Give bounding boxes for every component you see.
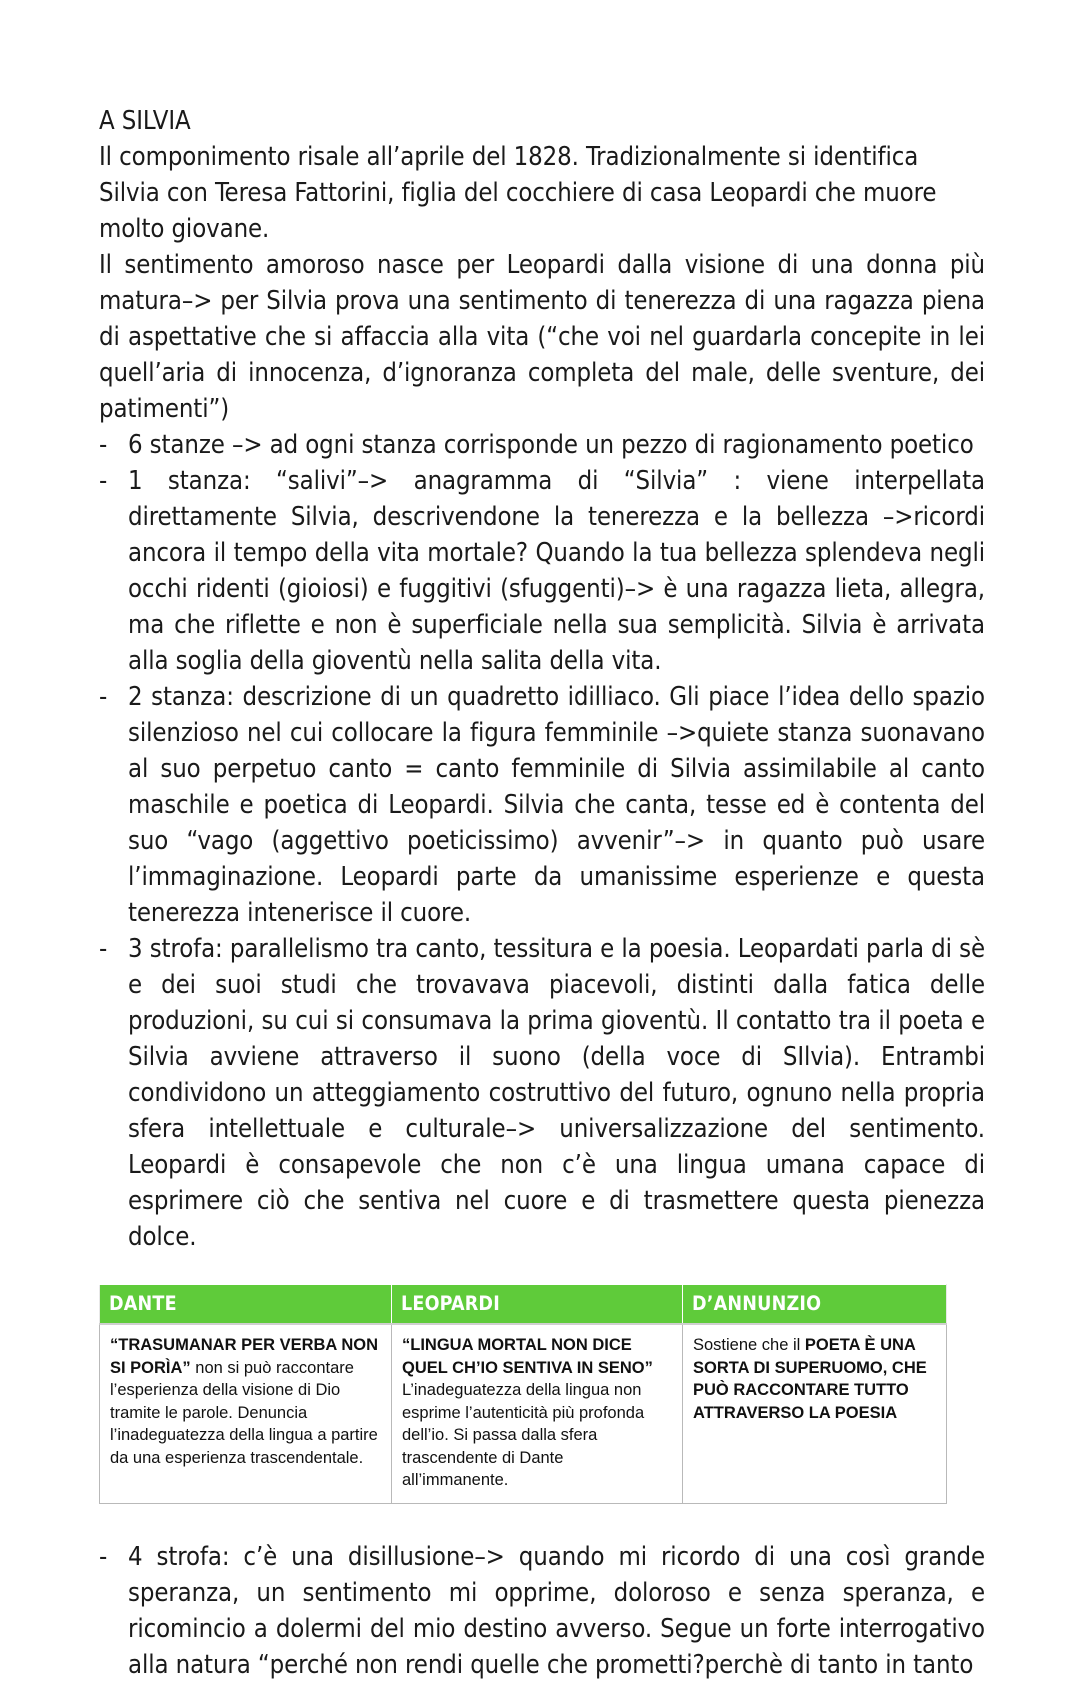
bullet-dash-icon: -: [99, 1541, 108, 1572]
cell-leopardi-bold-lead: “LINGUA MORTAL NON DICE QUEL CH’IO SENTIVA IN SENO”: [402, 1336, 653, 1377]
comparison-table-wrapper: [99, 1284, 985, 1504]
column-header-dante: DANTE: [100, 1285, 392, 1325]
list-item-text: 6 stanze –> ad ogni stanza corrisponde un pezzo di ragionamento poetico: [128, 430, 974, 460]
list-item: [99, 427, 985, 463]
cell-dannunzio-plain-lead: Sostiene che il: [693, 1336, 805, 1354]
page-title: A SILVIA: [99, 106, 191, 136]
cell-dannunzio: [683, 1324, 947, 1503]
bullet-dash-icon: -: [99, 430, 108, 460]
cell-leopardi-text: L’inadeguatezza della lingua non esprime l’autenticità più profonda dell’io. Si passa dalla sfera trascendente di Dante all’immanente.: [402, 1381, 645, 1489]
list-item-text: 2 stanza: descrizione di un quadretto idilliaco. Gli piace l’idea dello spazio silenzioso nel cui collocare la figura femminile –>quiete stanza suonavano al suo perpetuo canto = canto femminile di Silvia assimilabile al canto maschile e poetica di Leopardi. Silvia che canta, tesse ed è contenta del suo “vago (aggettivo poeticissimo) avvenir”–> in quanto può usare l’immaginazione. Leopardi parte da umanissime esperienze e questa tenerezza intenerisce il cuore.: [128, 682, 985, 928]
page-content: [99, 103, 985, 1683]
cell-dannunzio-bold: POETA È UNA SORTA DI SUPERUOMO, CHE PUÒ RACCONTARE TUTTO ATTRAVERSO LA POESIA: [693, 1336, 927, 1422]
notes-bullet-list: [99, 427, 985, 1255]
bullet-dash-icon: -: [99, 934, 108, 964]
list-item-text: 3 strofa: parallelismo tra canto, tessitura e la poesia. Leopardati parla di sè e dei suoi studi che trovavava piacevoli, distinti dalla fatica delle produzioni, su cui si consumava la prima gioventù. Il contatto tra il poeta e Silvia avviene attraverso il suono (della voce di SIlvia). Entrambi condividono un atteggiamento costruttivo del futuro, ognuno nella propria sfera intellettuale e culturale–> universalizzazione del sentimento. Leopardi è consapevole che non c’è una lingua umana capace di esprimere ciò che sentiva nel cuore e di trasmettere questa pienezza dolce.: [128, 934, 985, 1252]
column-header-leopardi: LEOPARDI: [392, 1285, 683, 1325]
notes-bullet-list-after-table: [99, 1539, 985, 1683]
bullet-dash-icon: -: [99, 682, 108, 712]
bullet-dash-icon: -: [99, 466, 108, 496]
list-item: [99, 463, 985, 679]
table-row: [100, 1324, 947, 1503]
cell-dante: [100, 1324, 392, 1503]
list-item-text: 4 strofa: c’è una disillusione–> quando mi ricordo di una così grande speranza, un sentimento mi opprime, doloroso e senza speranza, e ricomincio a dolermi del mio destino avverso. Segue un forte interrogativo alla natura “perché non rendi quelle che prometti?perchè di tanto in tanto: [128, 1541, 985, 1680]
intro-paragraph-1: Il componimento risale all’aprile del 1828. Tradizionalmente si identifica Silvia con Teresa Fattorini, figlia del cocchiere di casa Leopardi che muore molto giovane.: [99, 142, 937, 244]
cell-leopardi: [392, 1324, 683, 1503]
column-header-dannunzio: D’ANNUNZIO: [683, 1285, 947, 1325]
list-item-text: 1 stanza: “salivi”–> anagramma di “Silvia” : viene interpellata direttamente Silvia, descrivendone la tenerezza e la bellezza –>ricordi ancora il tempo della vita mortale? Quando la tua bellezza splendeva negli occhi ridenti (gioiosi) e fuggitivi (sfuggenti)–> è una ragazza lieta, allegra, ma che riflette e non è superficiale nella sua semplicità. Silvia è arrivata alla soglia della gioventù nella salita della vita.: [128, 466, 985, 676]
comparison-table: [99, 1284, 947, 1504]
intro-paragraph-2: Il sentimento amoroso nasce per Leopardi dalla visione di una donna più matura–> per Silvia prova una sentimento di tenerezza di una ragazza piena di aspettative che si affaccia alla vita (“che voi nel guardarla concepite in lei quell’aria di innocenza, d’ignoranza completa del male, delle sventure, dei patimenti”): [99, 250, 985, 424]
list-item: [99, 679, 985, 931]
table-header-row: [100, 1285, 947, 1325]
list-item: [99, 1539, 985, 1683]
cell-dante-text: non si può raccontare l’esperienza della visione di Dio tramite le parole. Denuncia l’inadeguatezza della lingua a partire da una esperienza trascendentale.: [110, 1358, 378, 1467]
list-item: [99, 931, 985, 1255]
cell-dante-bold-lead: “TRASUMANAR PER VERBA NON SI PORÌA”: [110, 1336, 378, 1377]
